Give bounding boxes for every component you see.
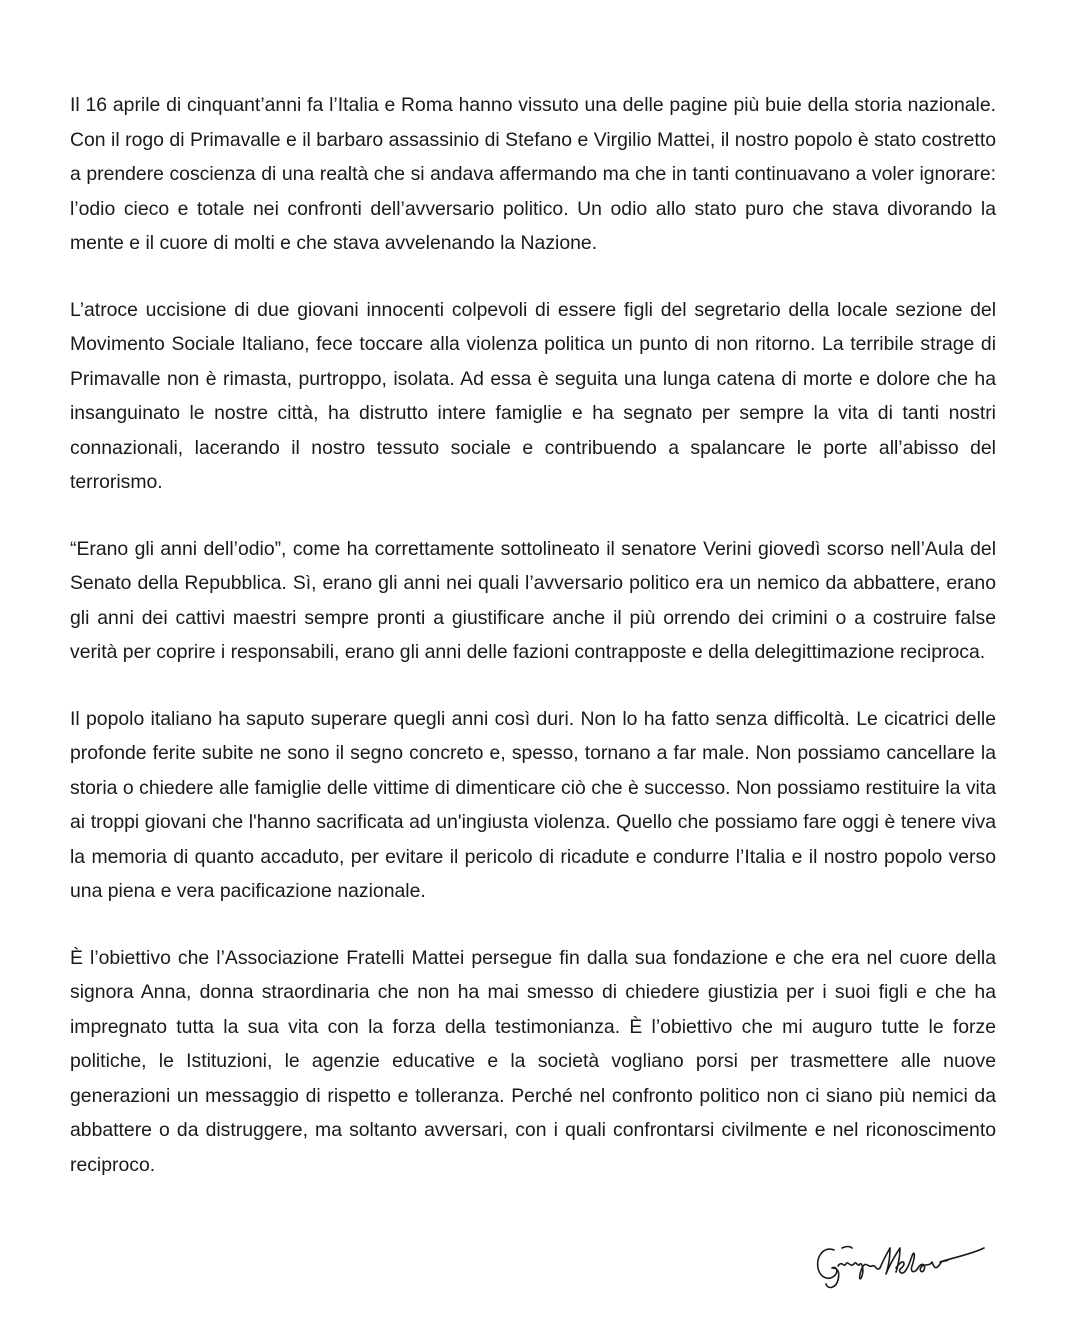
paragraph-5: È l’obiettivo che l’Associazione Fratelli Mattei persegue fin dalla sua fondazione e che era nel cuore della signora Anna, donna straordinaria che non ha mai smesso di chiedere giustizia per i suoi figli e che ha impregnato tutta la sua vita con la forza della testimonianza. È l’obiettivo che mi auguro tutte le forze politiche, le Istituzioni, le agenzie educative e la società vogliano porsi per trasmettere alle nuove generazioni un messaggio di rispetto e tolleranza. Perché nel confronto politico non ci siano più nemici da abbattere o da distruggere, ma soltanto avversari, con i quali confrontarsi civilmente e nel riconoscimento reciproco. (70, 946, 996, 1176)
signature-graphic (812, 1238, 992, 1298)
paragraph-3: “Erano gli anni dell’odio”, come ha correttamente sottolineato il senatore Verini giovedì scorso nell’Aula del Senato della Repubblica. Sì, erano gli anni nei quali l’avversario politico era un nemico da abbattere, erano gli anni dei cattivi maestri sempre pronti a giustificare anche il più orrendo dei crimini o a costruire false verità per coprire i responsabili, erano gli anni delle fazioni contrapposte e della delegittimazione reciproca. (70, 537, 996, 663)
paragraph-1: Il 16 aprile di cinquant’anni fa l’Italia e Roma hanno vissuto una delle pagine più buie della storia nazionale. Con il rogo di Primavalle e il barbaro assassinio di Stefano e Virgilio Mattei, il nostro popolo è stato costretto a prendere coscienza di una realtà che si andava affermando ma che in tanti continuavano a voler ignorare: l’odio cieco e totale nei confronti dell’avversario politico. Un odio allo stato puro che stava divorando la mente e il cuore di molti e che stava avvelenando la Nazione. (70, 94, 996, 254)
paragraph-4: Il popolo italiano ha saputo superare quegli anni così duri. Non lo ha fatto senza difficoltà. Le cicatrici delle profonde ferite subite ne sono il segno concreto e, spesso, tornano a far male. Non possiamo cancellare la storia o chiedere alle famiglie delle vittime di dimenticare ciò che è successo. Non possiamo restituire la vita ai troppi giovani che l'hanno sacrificata ad un'ingiusta violenza. Quello che possiamo fare oggi è tenere viva la memoria di quanto accaduto, per evitare il pericolo di ricadute e condurre l’Italia e il nostro popolo verso una piena e vera pacificazione nazionale. (70, 707, 996, 902)
letter-body (70, 88, 996, 1214)
handwritten-signature (812, 1238, 992, 1298)
paragraph-2: L’atroce uccisione di due giovani innocenti colpevoli di essere figli del segretario della locale sezione del Movimento Sociale Italiano, fece toccare alla violenza politica un punto di non ritorno. La terribile strage di Primavalle non è rimasta, purtroppo, isolata. Ad essa è seguita una lunga catena di morte e dolore che ha insanguinato le nostre città, ha distrutto intere famiglie e ha segnato per sempre la vita di tanti nostri connazionali, lacerando il nostro tessuto sociale e contribuendo a spalancare le porte all’abisso del terrorismo. (70, 298, 996, 493)
